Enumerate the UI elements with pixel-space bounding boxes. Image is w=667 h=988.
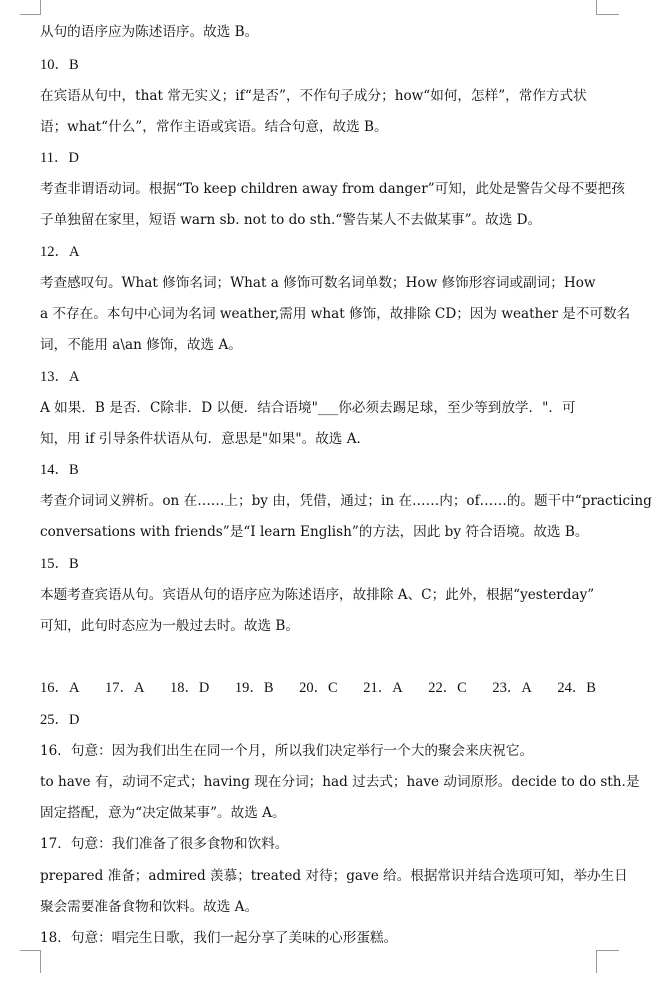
text-line: 语；what“什么”，常作主语或宾语。结合句意，故选 B。 xyxy=(40,119,388,135)
text-line: 聚会需要准备食物和饮料。故选 A。 xyxy=(40,899,259,915)
answer-heading: 10．B xyxy=(40,57,79,73)
text-line: 考查非谓语动词。根据“To keep children away from danger”可知，此处是警告父母不要把孩 xyxy=(40,181,625,197)
answer-key-row xyxy=(40,678,596,698)
answer-item: 17．A xyxy=(104,680,145,696)
text-line: prepared 准备；admired 羡慕；treated 对待；gave 给。根据常识并结合选项可知，举办生日 xyxy=(40,868,628,884)
answer-heading: 11．D xyxy=(40,150,79,166)
text-line: 考查介词词义辨析。on 在……上；by 由，凭借，通过；in 在……内；of……的。题干中“practicing xyxy=(40,493,652,509)
text-line: 考查感叹句。What 修饰名词；What a 修饰可数名词单数；How 修饰形容词或副词；How xyxy=(40,275,596,291)
answer-item: 16．A xyxy=(40,680,80,696)
answer-item: 23．A xyxy=(492,680,532,696)
text-line: to have 有，动词不定式；having 现在分词；had 过去式；have 动词原形。decide to do sth.是 xyxy=(40,774,640,790)
answer-heading: 12．A xyxy=(40,244,80,260)
crop-mark-bottom-left xyxy=(20,950,41,973)
answer-item: 21．A xyxy=(363,680,403,696)
text-line: a 不存在。本句中心词为名词 weather,需用 what 修饰，故排除 CD；因为 weather 是不可数名 xyxy=(40,306,631,322)
crop-mark-bottom-right xyxy=(596,950,619,973)
answer-item: 22．C xyxy=(428,680,467,696)
text-line: 可知，此句时态应为一般过去时。故选 B。 xyxy=(40,618,299,634)
crop-mark-top-right xyxy=(596,0,619,15)
answer-heading: 15．B xyxy=(40,556,79,572)
answer-heading: 13．A xyxy=(40,369,80,385)
answer-item: 24．B xyxy=(557,680,596,696)
text-line: 在宾语从句中，that 常无实义；if“是否”，不作句子成分；how“如何，怎样”，常作方式状 xyxy=(40,88,587,104)
text-line: A 如果．B 是否．C除非．D 以便．结合语境"___你必须去踢足球，至少等到放学．"．可 xyxy=(40,400,576,416)
answer-item: 18．D xyxy=(169,680,210,696)
answer-item: 19．B xyxy=(234,680,274,696)
text-line: 子单独留在家里，短语 warn sb. not to do sth.“警告某人不去做某事”。故选 D。 xyxy=(40,212,542,228)
answer-item: 20．C xyxy=(299,680,338,696)
text-line: 固定搭配，意为“决定做某事”。故选 A。 xyxy=(40,805,286,821)
answer-heading: 25．D xyxy=(40,712,80,728)
text-line: 本题考查宾语从句。宾语从句的语序应为陈述语序，故排除 A、C；此外，根据“yesterday” xyxy=(40,587,595,603)
text-line: 16．句意：因为我们出生在同一个月，所以我们决定举行一个大的聚会来庆祝它。 xyxy=(40,743,534,759)
text-line: 17．句意：我们准备了很多食物和饮料。 xyxy=(40,836,289,852)
crop-mark-top-left xyxy=(20,0,41,15)
text-line: 从句的语序应为陈述语序。故选 B。 xyxy=(40,24,259,40)
text-line: 18．句意：唱完生日歌，我们一起分享了美味的心形蛋糕。 xyxy=(40,930,398,946)
answer-heading: 14．B xyxy=(40,462,79,478)
text-line: 词，不能用 a\an 修饰，故选 A。 xyxy=(40,337,242,353)
text-line: 知，用 if 引导条件状语从句．意思是"如果"。故选 A． xyxy=(40,431,371,447)
text-line: conversations with friends”是“I learn English”的方法，因此 by 符合语境。故选 B。 xyxy=(40,524,589,540)
